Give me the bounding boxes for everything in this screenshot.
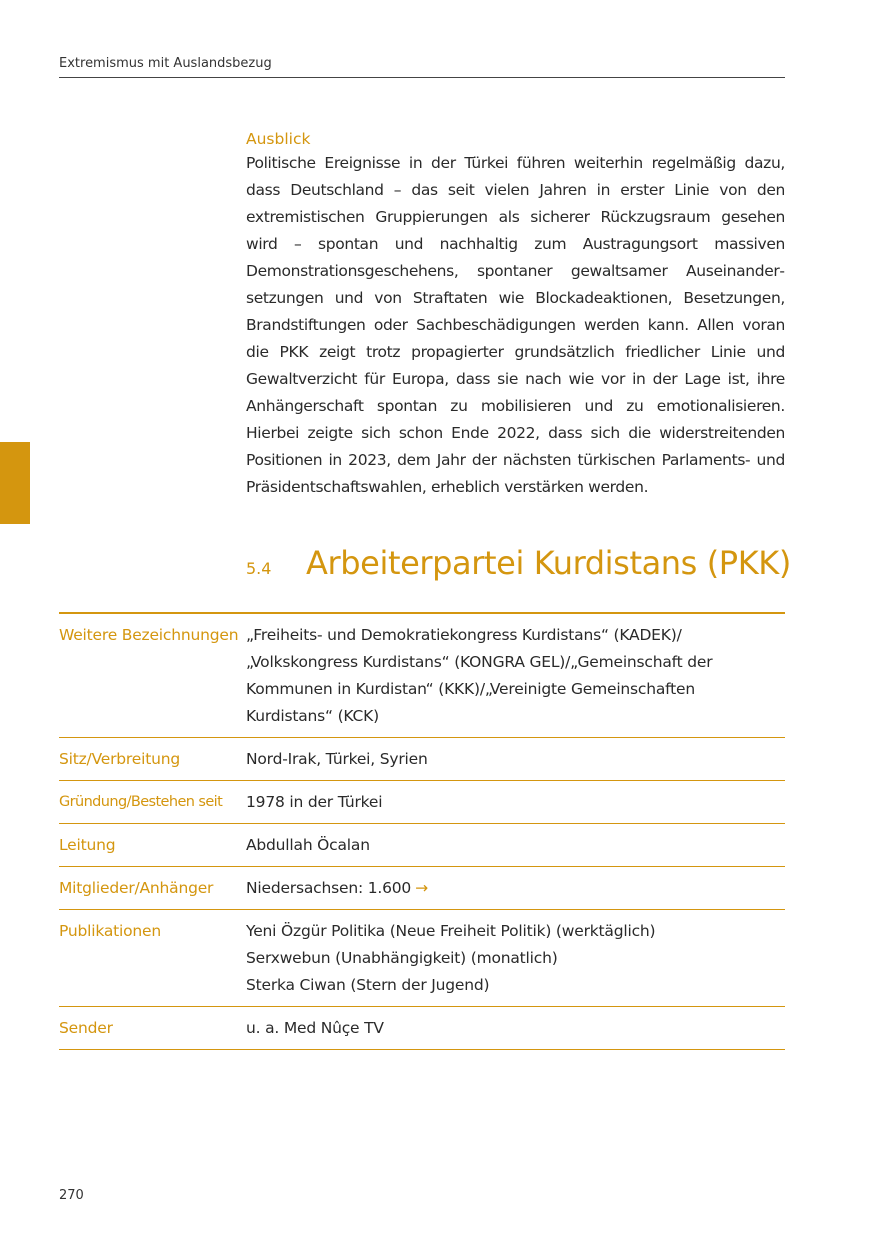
table-row	[59, 1007, 785, 1050]
row-value-sender: u. a. Med Nûçe TV	[246, 1019, 384, 1037]
mitglieder-count: Niedersachsen: 1.600	[246, 879, 412, 897]
publication-item: Sterka Ciwan (Stern der Jugend)	[246, 976, 490, 994]
arrow-right-icon: →	[415, 879, 428, 897]
row-label-leitung: Leitung	[59, 836, 116, 854]
row-value-mitglieder	[246, 875, 785, 902]
chapter-side-tab	[0, 442, 30, 524]
section-title: Arbeiterpartei Kurdistans (PKK)	[306, 544, 791, 582]
row-value-publikationen	[246, 918, 785, 999]
page-number: 270	[59, 1188, 84, 1203]
ausblick-section	[246, 128, 785, 501]
row-value-leitung: Abdullah Öcalan	[246, 836, 370, 854]
row-label-weitere-bezeichnungen: Weitere Bezeichnungen	[59, 626, 239, 644]
publication-item: Serxwebun (Unabhängigkeit) (monatlich)	[246, 949, 558, 967]
row-label-gruendung: Gründung/Bestehen seit	[59, 794, 223, 810]
row-label-sitz: Sitz/Verbreitung	[59, 750, 180, 768]
table-row	[59, 781, 785, 824]
ausblick-paragraph: Politische Ereignisse in der Türkei führen weiterhin regelmäßig dazu, dass Deutschland – das seit vielen Jahren in erster Linie von den extremistischen Gruppierungen als sicherer Rückzugsraum gesehen wird – spontan und nachhaltig zum Austragungsort massiven Demonstrationsgeschehens, spontaner gewaltsamer Auseinandersetzungen und von Straftaten wie Blockadeaktionen, Besetzungen, Brandstiftungen oder Sachbeschädigungen werden kann. Allen voran die PKK zeigt trotz propagierter grundsätzlich friedlicher Linie und Gewaltverzicht für Europa, dass sie nach wie vor in der Lage ist, ihre Anhängerschaft spontan zu mobilisieren und zu emotionalisieren. Hierbei zeigte sich schon Ende 2022, dass sich die widerstreitenden Positionen in 2023, dem Jahr der nächsten türkischen Parlaments- und Präsidentschaftswahlen, erheblich verstärken werden.	[246, 154, 785, 496]
table-row	[59, 867, 785, 910]
row-label-sender: Sender	[59, 1019, 113, 1037]
section-heading	[246, 544, 791, 582]
table-row	[59, 614, 785, 738]
row-value-gruendung: 1978 in der Türkei	[246, 793, 383, 811]
section-number: 5.4	[246, 559, 272, 578]
table-row	[59, 910, 785, 1007]
publication-item: Yeni Özgür Politika (Neue Freiheit Politik) (werktäglich)	[246, 922, 656, 940]
row-label-publikationen: Publikationen	[59, 922, 162, 940]
ausblick-heading: Ausblick	[246, 130, 311, 148]
row-value-weitere-bezeichnungen: „Freiheits- und Demokratiekongress Kurdistans“ (KADEK)/ „Volkskongress Kurdistans“ (KONGRA GEL)/„Gemeinschaft der Kommunen in Kurdistan“ (KKK)/„Vereinigte Gemeinschaften Kurdistans“ (KCK)	[246, 626, 713, 725]
organization-info-table	[59, 612, 785, 1050]
running-header: Extremismus mit Auslandsbezug	[59, 56, 785, 78]
row-label-mitglieder: Mitglieder/Anhänger	[59, 879, 214, 897]
table-row	[59, 738, 785, 781]
table-row	[59, 824, 785, 867]
row-value-sitz: Nord-Irak, Türkei, Syrien	[246, 750, 428, 768]
